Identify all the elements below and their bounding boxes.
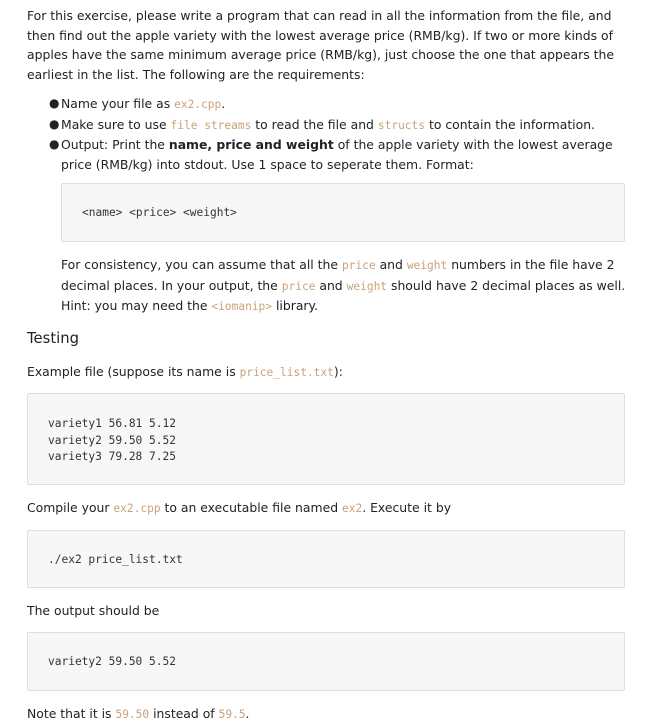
code-line: variety1 56.81 5.12: [48, 417, 176, 430]
inline-code: price: [341, 259, 376, 272]
note-paragraph: Note that it is 59.50 instead of 59.5.: [27, 706, 250, 721]
requirements-list: [27, 94, 627, 174]
inline-code: ex2: [342, 502, 363, 515]
example-file-code-block: [27, 393, 625, 485]
requirement-item-streams: ● Make sure to use file streams to read the file and structs to contain the information.: [27, 115, 627, 136]
inline-code: weight: [346, 279, 388, 293]
inline-code: price_list.txt: [239, 366, 334, 379]
code-line: variety2 59.50 5.52: [48, 655, 176, 668]
code-line: variety2 59.50 5.52: [48, 433, 176, 447]
inline-code: ex2.cpp: [174, 98, 222, 111]
inline-code: structs: [377, 118, 426, 132]
testing-heading: Testing: [27, 330, 80, 347]
code-line: variety3 79.28 7.25: [48, 450, 176, 464]
code-line: ./ex2 price_list.txt: [48, 553, 183, 566]
requirement-item-filename: ● Name your file as ex2.cpp.: [27, 94, 627, 115]
inline-code: 59.50: [115, 708, 150, 721]
requirement-item-output: ● Output: Print the name, price and weight of the apple variety with the lowest average price (RMB/kg) into stdout. Use 1 space to seperate them. Format:: [49, 137, 613, 172]
inline-code: <iomanip>: [211, 300, 273, 313]
output-code-block: [27, 632, 625, 691]
example-paragraph: Example file (suppose its name is price_list.txt):: [27, 364, 343, 379]
compile-paragraph: Compile your ex2.cpp to an executable file named ex2. Execute it by: [27, 500, 452, 515]
command-code-block: [27, 530, 625, 588]
intro-paragraph: For this exercise, please write a program that can read in all the information from the file, and then find out the apple variety with the lowest average price (RMB/kg). If two or more kinds of apples have the same minimum average price (RMB/kg), just choose the one that appears the earliest in the list. The following are the requirements:: [27, 8, 614, 82]
code-line: <name> <price> <weight>: [82, 206, 237, 219]
bold-text: name, price and weight: [168, 137, 334, 152]
bullet-icon: ●: [49, 96, 60, 110]
inline-code: 59.5: [218, 708, 246, 721]
format-code-block: [61, 183, 625, 242]
inline-code: ex2.cpp: [113, 502, 161, 515]
inline-code: weight: [406, 259, 448, 272]
output-paragraph: The output should be: [27, 603, 160, 618]
consistency-paragraph: For consistency, you can assume that all the price and weight numbers in the file have 2 decimal places. In your output, the price and weight should have 2 decimal places as well. Hint: you may need the <iomanip> library.: [61, 257, 626, 313]
bullet-icon: ●: [49, 137, 60, 151]
inline-code: price: [281, 279, 316, 293]
bullet-icon: ●: [49, 116, 60, 131]
inline-code: file streams: [170, 118, 252, 132]
